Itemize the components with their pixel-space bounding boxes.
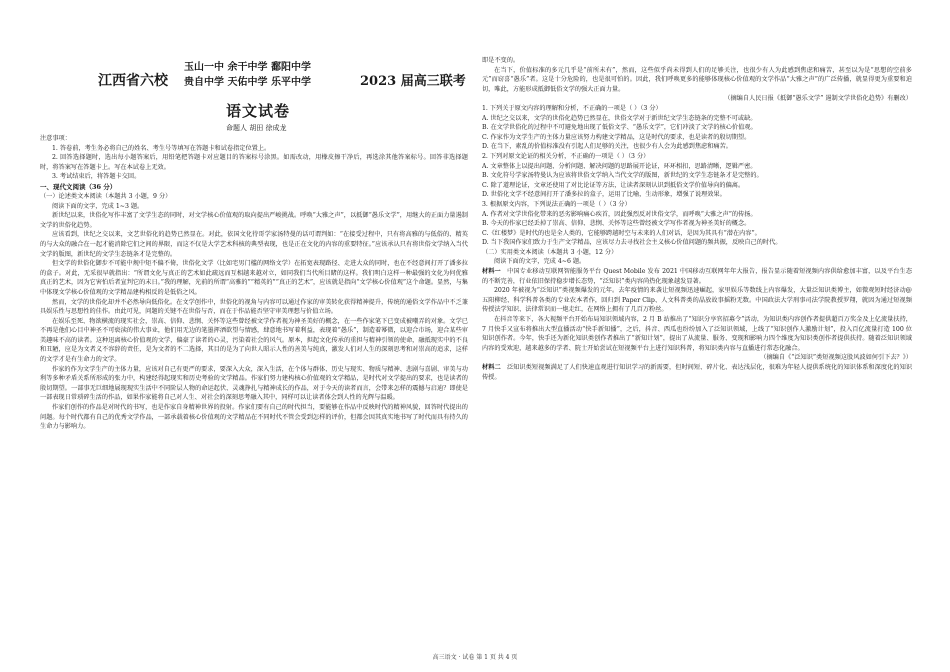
passage-paragraph: 但文学的世俗化御步不可能中规中矩不偏不倚，世俗化文学（比如宅男门槛的网络文学）在拓宽表现路径、走进大众的同时，也在不经意间打开了潘多拉的盒子。对此，无采很早就指出：“所谓文化与真正的艺术如此疏远而互相越来越对立，如同我们当代所目睹的这样。我们明白这样一种最强的文化为何优雅真正的艺术，因为它害怕后者宣判它的末日。”我的理解，光前的所谓“高雅的”“精英的”“真正的艺术”，应该就是指向“文学核心价值观”这个命题。显然，与集中体现文学核心价值观的文学精品建构相反的是低俗之风。: [40, 260, 468, 296]
option-1d: D. 在当下，素乱的价值标准没有引起人们足够的关注，也很少有人会为此感到焦虑和痛苦。: [482, 143, 732, 151]
subsection-heading: （一）论述类文本阅读（本题共 3 小题，9 分）: [40, 192, 172, 200]
passage-paragraph: 新世纪以来，世俗化写作丰富了文学生态的同时，对文学核心价值观的取向提出严峻挑战。呼唤“大雅之声”，以抵御“愚乐文学”，用继大的正面力量遏制文学的世俗化趋势。: [40, 212, 468, 229]
passage-paragraph: 然而，文学的世俗化却并不必然导向低俗化。在文学创作中，世俗化的视角与内容可以通过作家的审美转化获得精神提升，传统的通俗文学作品中不乏兼具娱乐性与思想性的佳作。由此可见，问题的关键不在世俗与否，而在于作品能否坚守审美理想与价值立场。: [40, 298, 468, 316]
header-schools: [184, 60, 311, 90]
option-2a: A. 文章整体上以提出问题、分析问题、解决问题的思路展开论证，环环相扣，思路清晰，逻辑严密。: [482, 162, 757, 170]
subsection-heading: （二）实用类文本阅读（本题共 3 小题，12 分）: [482, 248, 618, 256]
material-1-source: （摘编自《“泛知识”类短视频这股风波如何引下去？》）: [760, 354, 912, 362]
material-1: [482, 267, 912, 286]
option-3a: A. 作者对文学世俗化带来的恶劣影响痛心疾首，因此强烈反对世俗文学，而呼唤“大雅之声”的传扬。: [482, 210, 757, 218]
option-3b: B. 今天的作家已经丢掉了崇高、信仰、悲悯、关怀等这些曾经被文学写作者视为神圣美好的概念。: [482, 220, 751, 228]
option-2b: B. 文化符号学家汤特曼认为应该将世俗文学纳入当代文学的版图，新世纪的文学生态链条才是完整的。: [482, 172, 763, 180]
option-2c: C. 除了道理论证，文章还使用了对比论证等方法，让读者深刻认识到抵俗文学价值导向的偏离。: [482, 181, 745, 189]
option-1c: C. 作家作为文学生产的主体力量应该努力构建文学精品，这是时代的要求，也是读者的殷切期望。: [482, 133, 751, 141]
paper-title: 语文试卷: [226, 102, 291, 120]
material-2-text: 泛知识类短视频满足了人们快速直观进行知识学习的新需要，但时间短、碎片化、表达浅层化，很难为年轻人提供系统化的知识体系和深度化的知识传授。: [482, 364, 912, 381]
passage-paragraph: 2020 年被视为“泛知识”类视频爆发的元年。去年疫情的来袭让短视频迅速崛起，家里娱乐等数线上内容爆发，大量泛知识类博主，如微观短时经济动@五阳柳经、科学科普各类的专业农本者作，回归到 Paper Clip、人文科普类的晶放故事摇粉无数。中国政法大学刑事司法学院教授罗翔，就因为通过短视频传授法学知识、法律常识而一炮走红，在网络上拥有了几百万粉丝。: [482, 287, 912, 314]
passage-paragraph: 应该看到，世纪之交以来，文艺世俗化的趋势已然显在。对此，依国文化待哥学家汤特曼的话可谓判如：“在接受过程中，只有将高雅的与低俗的、精英的与大众的融合在一起才能消除它们之间的界限，而这不仅是大学艺术科核的典型表现，也是正在文化的内容的重要特征。”应该承认只有将世俗文学纳入当代文学的版图，新世纪的文学生态链条才是完整的。: [40, 231, 468, 258]
page-footer: 高三语文 · 试卷 第 1 页 共 4 页: [432, 654, 518, 661]
instruction: 阅读下面的文字，完成 4~6 题。: [494, 258, 586, 266]
notes-title: 注意事项：: [40, 135, 71, 142]
instruction: 阅读下面的文字，完成 1~3 题。: [52, 202, 144, 210]
question-3: 3. 根据原文内容，下列说法正确的一项是（ ）（3 分）: [482, 200, 631, 208]
passage-paragraph: 在当下，价值标准的多元几乎是“前所未有”，然而，这些似乎尚未得到人们的足够关注，也很少有人为此感到焦虑和痛苦，甚至以为是“思想的空前多元”而窃喜“愚乐”者。这是十分危险的，也是很可怕的。因此，我们呼唤更多的能够体现核心价值观的文学作品“大雅之声”的广泛传播，就显得更为重要和迫切，唯此，方能形成抵御低俗文学的强大正面力量。: [482, 66, 912, 93]
material-1-label: 材料一: [482, 268, 501, 276]
passage-continuation: 即是不变的。: [482, 57, 520, 64]
option-2d: D. 世俗化文学不经意间打开了潘多拉的盒子，运用了比喻，生动形象，增强了说理效果。: [482, 191, 726, 199]
passage-paragraph: 在娱乐至死、物欲横流的现实社会，崇高、信仰、悲悯、关怀等这些曾经被文学作者视为神圣美好的概念，在一些作家笔下已变成被嘲弄的对象。文学已不再是他们心目中神圣不可亵渎的伟大事业，他们用无边的笔墨挥洒欲望与情感，肆意地书写着利益，表现着“愚乐”，制造着幂微，以迎合市场，迎合某些审美趣味不高的读者。这种迅离核心价值观的文学，偏豪了读者的心灵，污染着社会的风气。原本，担起文化传承的重担与精神引领的使命，融抵现实中的不良和丑陋，应是为文者义不容辞的责任，是为文者的不二选择，其目的是为了向世人昭示人性的善美与纯真，激发人们对人生的深刻思考和对崇高的追求，这样的文学才是有生命力的文学。: [40, 317, 468, 364]
schools-row-2: 贵自中学 天佑中学 乐平中学: [184, 77, 311, 88]
note-item: 1. 答卷前，考生务必将自己的姓名、考生号等填写在答题卡和试卷指定位置上。: [52, 144, 271, 152]
passage-source: （摘编自人民日报《抵御“愚乐文学” 遏制文学世俗化趋势》有删改）: [724, 95, 912, 103]
option-1b: B. 在文学世俗化的过程中不可避免地出现了低俗文学、“愚乐文学”，它们冲淡了文学的核心价值观。: [482, 124, 757, 132]
option-3c: C.《红楼梦》是时代的也是全人类的，它能够跨越时空与未来的人们对话，是因为其具有“潜在内容”。: [482, 229, 761, 237]
header-exam: 2023 届高三联考: [360, 74, 466, 89]
exam-header: [98, 60, 468, 96]
option-1a: A. 世纪之交以来，文学的世俗化趋势已然显在，世俗文学对于新世纪文学生态链条的完整不可或缺。: [482, 114, 757, 122]
note-item: 2. 回答选择题时，选出每小题答案后，用铅笔把答题卡对应题目的答案标号涂黑。如需改动，用橡皮擦干净后，再选涂其他答案标号。回答非选择题时，将答案写在答题卡上。写在本试卷上无效。: [40, 154, 468, 171]
header-province: 江西省六校: [98, 73, 168, 89]
schools-row-1: 玉山一中 余干中学 鄱阳中学: [184, 62, 311, 73]
left-body: [40, 134, 468, 432]
left-column: [40, 0, 468, 672]
option-3d: D. 当下我国作家们致力于生产文学精品，应该尽力去寻找社会主义核心价值问题的频共振，反映自己的时代。: [482, 239, 782, 247]
passage-paragraph: 作家的作为文学生产的主体力量，应该对自己有更严的要求，要深入大众，深入生活，在个体与群体、历史与现实、物质与精神、悲剧与喜剧、审美与功利等多种矛盾关系所形成的张力中，构建经得起现实和历史考验的文学精品。作家们努力建构核心价值观的文学精品，是时代对文学提出的要求，也是读者的殷切期望。一部事无巨细地展现现实生活中不同阶层人物的命运起伏、灵魂挣扎与精神成长的作品，对于今天的读者而言，会带来怎样的震撼与启迪？即使是一部表现日常琐碎生活的作品，如果作家能将自己对人生、对社会的深刻思考融入其中，同样可以让读者体会到人性的光辉与温暖。: [40, 365, 468, 402]
material-1-text: 中国专业移动互联网智能服务平台 Quest Mobile 发布 2021 中国移动互联网年年大报告，报告显示随着短视频内容供给愈加丰富，以及平台生态的不断完善，行业依旧保持稳步增长态势，“泛知识”类内容尚热化现象越发显著。: [482, 268, 912, 285]
question-1: 1. 下列关于原文内容的理解和分析，不正确的一项是（ ）（3 分）: [482, 104, 662, 112]
passage-paragraph: 在抖音等来下，各大视频平台开始布局知识领域内容，2 月 B 站推出了“知识分享官招募令”活动，为知识类内容创作者提供超百万奖金及上亿流量扶持，7 月快手又宣布将推出大型直播活动“快手新知播”，之后，抖音、西瓜也纷纷加入了泛知识领域，上线了“知识创作人激励计划”，投入百亿流量打造 100 位知识创作者。今年，快手还为新化知识类创作者推出了“新知计划”，提出了从流量、服务、变现和影响力四个维度为知识类创作者提供扶持。随着泛知识领域内容的受欢迎，越来越多的学者、院士开始尝试在短视频平台上进行知识科普，将知识类内容与直播进行常态化融合。: [482, 316, 912, 352]
paper-authors: 命题人 胡田 徐成龙: [226, 124, 287, 132]
material-2-label: 材料二: [482, 364, 501, 371]
right-column: [482, 0, 912, 672]
passage-paragraph: 作家们创作的作品是对时代的书写，也是作家自身精神世界的投射。作家们要有自己的时代担当，要能够在作品中反映时代的精神风貌，回答时代提出的问题。每个时代都有自己的优秀文学作品，一部承载着核心价值观的文学精品在不同时代不管会受到怎样的评价，但都会因其真实地书写了时代而具有持久的生命力与影响力。: [40, 404, 468, 431]
material-2: [482, 363, 912, 382]
section-heading: 一、现代文阅读（36 分）: [40, 182, 117, 191]
question-2: 2. 下列对原文论证的相关分析，不正确的一项是（ ）（3 分）: [482, 152, 650, 160]
note-item: 3. 考试结束后，将答题卡交回。: [52, 173, 141, 181]
right-body: [482, 56, 912, 382]
